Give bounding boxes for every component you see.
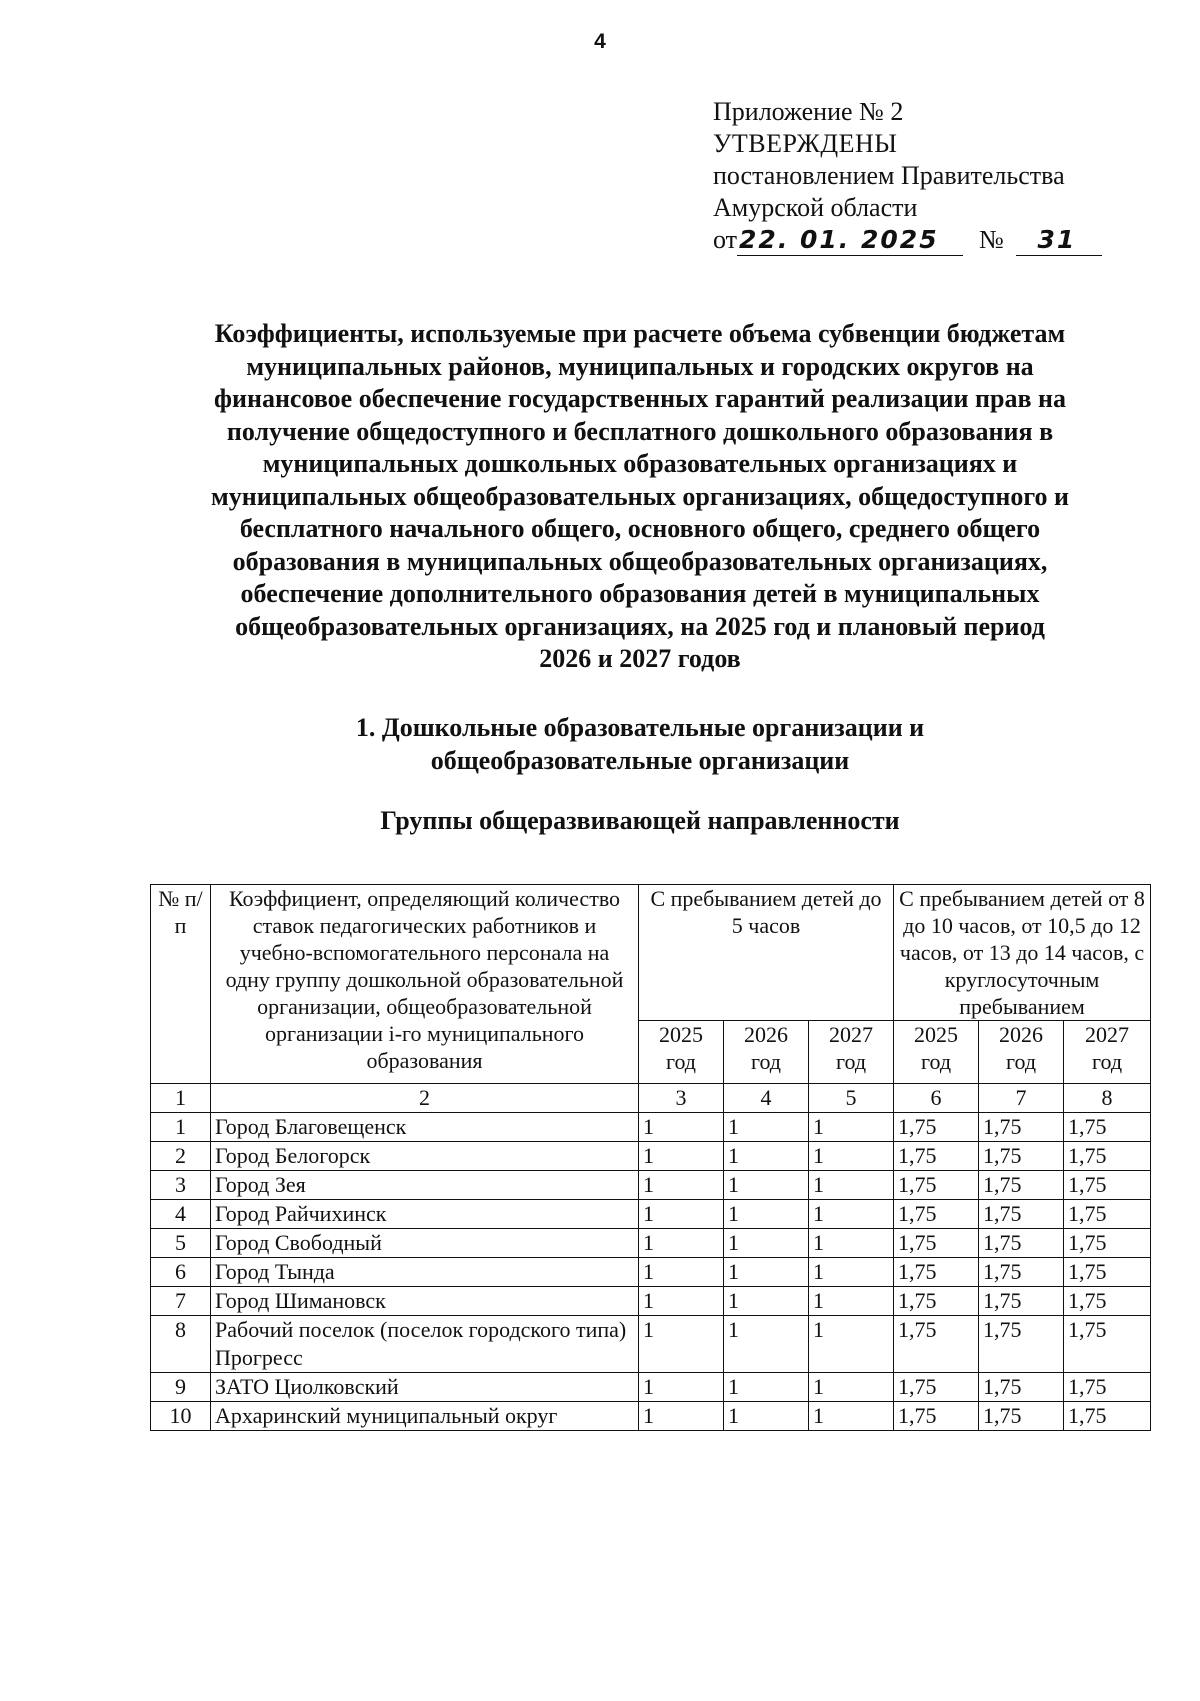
coefficient-value: 1,75: [979, 1171, 1064, 1200]
coefficient-value: 1: [809, 1171, 894, 1200]
title-line: муниципальных районов, муниципальных и городских округов на: [246, 351, 1034, 381]
coefficient-value: 1,75: [979, 1229, 1064, 1258]
number-sign: №: [979, 225, 1004, 254]
coefficient-value: 1: [639, 1258, 724, 1287]
column-number: 5: [809, 1084, 894, 1113]
coefficient-value: 1: [724, 1258, 809, 1287]
table-row: [151, 1402, 1151, 1431]
column-number: 1: [151, 1084, 211, 1113]
municipality-name: Город Зея: [211, 1171, 639, 1200]
page-number: 4: [594, 30, 606, 53]
coefficient-value: 1,75: [894, 1258, 979, 1287]
title-line: муниципальных дошкольных образовательных организациях и: [262, 449, 1018, 478]
coefficient-value: 1: [724, 1171, 809, 1200]
row-number: 6: [151, 1258, 211, 1287]
coefficient-value: 1: [724, 1113, 809, 1142]
title-line: Коэффициенты, используемые при расчете объема субвенции бюджетам: [214, 319, 1066, 348]
coefficients-table: [150, 884, 1151, 1431]
header-year: 2025 год: [894, 1021, 979, 1084]
title-line: финансовое обеспечение государственных гарантий реализации прав на: [214, 384, 1066, 413]
coefficient-value: 1,75: [1064, 1113, 1151, 1142]
municipality-name: Архаринский муниципальный округ: [211, 1402, 639, 1431]
coefficient-value: 1,75: [894, 1113, 979, 1142]
coefficient-value: 1: [639, 1171, 724, 1200]
header-year: 2027 год: [809, 1021, 894, 1084]
approval-block: [713, 96, 1102, 256]
title-line: 2026 и 2027 годов: [539, 644, 741, 673]
municipality-name: ЗАТО Циолковский: [211, 1373, 639, 1402]
coefficient-value: 1: [639, 1229, 724, 1258]
coefficient-value: 1: [809, 1258, 894, 1287]
table-row: [151, 1258, 1151, 1287]
coefficient-value: 1,75: [894, 1200, 979, 1229]
approval-authority: постановлением Правительства: [713, 161, 1065, 190]
header-group-long-stay: С пребыванием детей от 8 до 10 часов, от 10,5 до 12 часов, от 13 до 14 часов, с круглосуточным пребыванием: [894, 885, 1151, 1021]
date-prefix: от: [713, 225, 738, 254]
section-title: [150, 712, 1130, 777]
column-number: 4: [724, 1084, 809, 1113]
document-title: [150, 318, 1130, 676]
header-year: 2026 год: [979, 1021, 1064, 1084]
coefficient-value: 1,75: [894, 1287, 979, 1316]
municipality-name: Город Благовещенск: [211, 1113, 639, 1142]
table-row: [151, 1171, 1151, 1200]
coefficient-value: 1: [724, 1316, 809, 1373]
table-row: [151, 1373, 1151, 1402]
handwritten-number: 31: [1016, 225, 1102, 256]
coefficient-value: 1,75: [894, 1171, 979, 1200]
column-number: 7: [979, 1084, 1064, 1113]
section-title-line: общеобразовательные организации: [430, 745, 850, 775]
coefficient-value: 1,75: [894, 1229, 979, 1258]
coefficient-value: 1,75: [979, 1287, 1064, 1316]
table-row: [151, 1200, 1151, 1229]
subsection-title: Группы общеразвивающей направленности: [380, 806, 900, 835]
row-number: 3: [151, 1171, 211, 1200]
coefficient-value: 1: [639, 1316, 724, 1373]
coefficient-value: 1,75: [1064, 1287, 1151, 1316]
title-line: бесплатного начального общего, основного общего, среднего общего: [239, 514, 1041, 543]
coefficient-value: 1,75: [1064, 1142, 1151, 1171]
row-number: 7: [151, 1287, 211, 1316]
coefficient-value: 1,75: [1064, 1402, 1151, 1431]
coefficient-value: 1: [809, 1200, 894, 1229]
municipality-name: Рабочий поселок (поселок городского типа) Прогресс: [211, 1316, 639, 1373]
municipality-name: Город Тында: [211, 1258, 639, 1287]
table-row: [151, 1316, 1151, 1373]
coefficient-value: 1: [639, 1142, 724, 1171]
row-number: 5: [151, 1229, 211, 1258]
coefficient-value: 1,75: [1064, 1200, 1151, 1229]
coefficient-value: 1,75: [1064, 1373, 1151, 1402]
coefficient-value: 1,75: [1064, 1229, 1151, 1258]
section-title-line: 1. Дошкольные образовательные организации и: [355, 713, 925, 742]
municipality-name: Город Райчихинск: [211, 1200, 639, 1229]
column-number: 8: [1064, 1084, 1151, 1113]
title-line: обеспечение дополнительного образования детей в муниципальных: [240, 579, 1040, 608]
appendix-label: Приложение № 2: [713, 97, 904, 126]
approved-heading: УТВЕРЖДЕНЫ: [713, 129, 898, 158]
title-line: получение общедоступного и бесплатного дошкольного образования в: [226, 416, 1054, 446]
column-number: 2: [211, 1084, 639, 1113]
table-row: [151, 1142, 1151, 1171]
table-row: [151, 1229, 1151, 1258]
header-year: 2027 год: [1064, 1021, 1151, 1084]
header-year: 2026 год: [724, 1021, 809, 1084]
coefficient-value: 1,75: [979, 1373, 1064, 1402]
row-number: 9: [151, 1373, 211, 1402]
title-line: муниципальных общеобразовательных организациях, общедоступного и: [211, 481, 1069, 511]
coefficient-value: 1: [809, 1316, 894, 1373]
row-number: 10: [151, 1402, 211, 1431]
coefficient-value: 1: [809, 1229, 894, 1258]
coefficient-value: 1,75: [1064, 1316, 1151, 1373]
column-number-row: [151, 1084, 1151, 1113]
municipality-name: Город Свободный: [211, 1229, 639, 1258]
header-coefficient: Коэффициент, определяющий количество ставок педагогических работников и учебно-вспомогательного персонала на одну группу дошкольной образовательной организации, общеобразовательной организации i-го муниципального образования: [211, 885, 639, 1084]
row-number: 1: [151, 1113, 211, 1142]
coefficient-value: 1: [724, 1287, 809, 1316]
coefficient-value: 1: [809, 1113, 894, 1142]
coefficient-value: 1,75: [894, 1373, 979, 1402]
coefficient-value: 1,75: [979, 1316, 1064, 1373]
row-number: 2: [151, 1142, 211, 1171]
coefficient-value: 1: [639, 1200, 724, 1229]
coefficient-value: 1: [724, 1200, 809, 1229]
coefficient-value: 1: [639, 1287, 724, 1316]
header-number: № п/п: [151, 885, 211, 1084]
table-row: [151, 1287, 1151, 1316]
coefficient-value: 1: [724, 1402, 809, 1431]
municipality-name: Город Шимановск: [211, 1287, 639, 1316]
coefficient-value: 1,75: [894, 1402, 979, 1431]
coefficient-value: 1: [639, 1373, 724, 1402]
coefficient-value: 1: [639, 1113, 724, 1142]
coefficient-value: 1: [809, 1142, 894, 1171]
coefficient-value: 1: [724, 1229, 809, 1258]
header-group-short-stay: С пребыванием детей до 5 часов: [639, 885, 894, 1021]
title-line: общеобразовательных организациях, на 2025 год и плановый период: [235, 611, 1045, 641]
column-number: 6: [894, 1084, 979, 1113]
coefficient-value: 1,75: [979, 1113, 1064, 1142]
coefficient-value: 1: [809, 1287, 894, 1316]
coefficient-value: 1: [639, 1402, 724, 1431]
coefficient-value: 1: [724, 1373, 809, 1402]
table-row: [151, 1113, 1151, 1142]
coefficient-value: 1: [724, 1142, 809, 1171]
coefficient-value: 1,75: [1064, 1258, 1151, 1287]
row-number: 4: [151, 1200, 211, 1229]
header-year: 2025 год: [639, 1021, 724, 1084]
column-number: 3: [639, 1084, 724, 1113]
coefficient-value: 1,75: [894, 1316, 979, 1373]
row-number: 8: [151, 1316, 211, 1373]
approval-region: Амурской области: [713, 193, 918, 222]
coefficient-value: 1,75: [979, 1200, 1064, 1229]
coefficient-value: 1,75: [894, 1142, 979, 1171]
coefficient-value: 1,75: [979, 1402, 1064, 1431]
coefficient-value: 1,75: [1064, 1171, 1151, 1200]
title-line: образования в муниципальных общеобразовательных организациях,: [232, 546, 1048, 576]
municipality-name: Город Белогорск: [211, 1142, 639, 1171]
coefficient-value: 1,75: [979, 1142, 1064, 1171]
coefficient-value: 1: [809, 1373, 894, 1402]
handwritten-date: 22. 01. 2025: [737, 225, 963, 256]
approval-date-line: [713, 224, 1102, 256]
coefficient-value: 1: [809, 1402, 894, 1431]
coefficient-value: 1,75: [979, 1258, 1064, 1287]
